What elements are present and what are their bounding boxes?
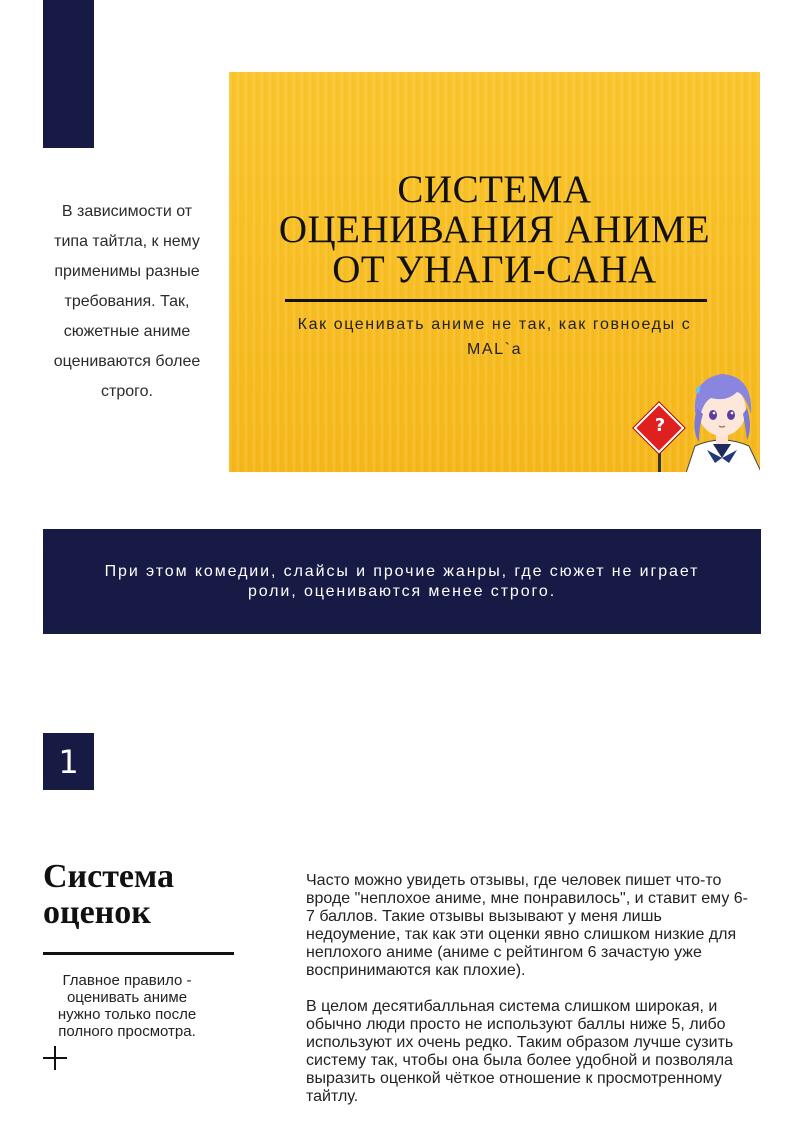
paragraph-2: В целом десятибалльная система слишком широкая, и обычно люди просто не используют баллы ниже 5, либо используют их очень редко. Таким образом лучше сузить систему так, чтобы она была более удобной и позволяла выразить оценкой чёткое отношение к просмотренному тайтлу. [306,998,734,1105]
hero-banner [229,72,760,472]
hero-divider [285,299,707,302]
hero-title: СИСТЕМА ОЦЕНИВАНИЯ АНИМЕ ОТ УНАГИ-САНА [278,168,711,291]
info-band [43,529,761,634]
section-number: 1 [58,742,79,781]
rule-note: Главное правило - оценивать аниме нужно только после полного просмотра. [57,972,197,1040]
side-note: В зависимости от типа тайтла, к нему применимы разные требования. Так, сюжетные аниме оцениваются более строго. [53,203,201,400]
hero-subtitle: Как оценивать аниме не так, как говноеды с MAL`a [297,316,692,358]
plus-icon [43,1046,67,1070]
paragraph-1: Часто можно увидеть отзывы, где человек пишет что-то вроде "неплохое аниме, мне понравилось", и ставит ему 6-7 баллов. Такие отзывы вызывают у меня лишь недоумение, так как эти оценки явно слишком низкие для неплохого аниме (аниме с рейтингом 6 зачастую уже воспринимаются как плохие). [306,872,748,979]
section-title: Система оценок [43,858,174,931]
section-number-box [43,733,94,790]
section-title-divider [43,952,234,955]
anime-girl-illustration [677,368,760,472]
band-text: При этом комедии, слайсы и прочие жанры, где сюжет не играет роли, оцениваются менее строго. [104,562,700,600]
section-body [306,872,754,1124]
top-decor-bar [43,0,94,148]
question-mark: ? [654,415,666,436]
